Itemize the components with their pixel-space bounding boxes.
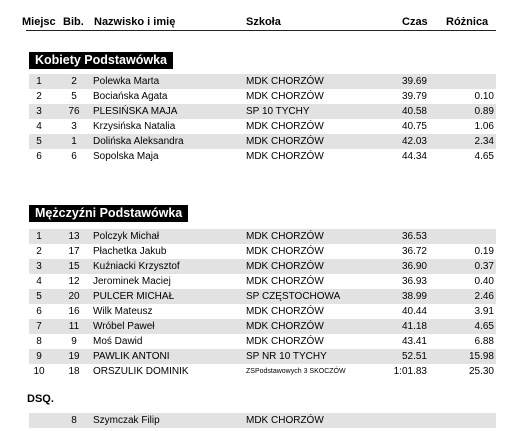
cell-place: 4	[36, 276, 42, 287]
cell-time: 52.51	[401, 351, 427, 362]
cell-school: SP NR 10 TYCHY	[246, 351, 327, 362]
cell-school: MDK CHORZÓW	[246, 261, 324, 272]
cell-bib: 18	[68, 366, 80, 377]
cell-bib: 9	[71, 336, 77, 347]
cell-diff: 4.65	[474, 321, 494, 332]
cell-diff: 25.30	[468, 366, 494, 377]
cell-place: 8	[36, 336, 42, 347]
cell-school: MDK CHORZÓW	[246, 136, 324, 147]
cell-place: 6	[36, 306, 42, 317]
header-bib: Bib.	[63, 16, 84, 28]
cell-time: 42.03	[401, 136, 427, 147]
cell-bib: 13	[68, 231, 80, 242]
table-row	[29, 274, 496, 289]
cell-diff: 0.19	[474, 246, 494, 257]
cell-bib: 20	[68, 291, 80, 302]
table-row	[29, 319, 496, 334]
cell-place: 6	[36, 151, 42, 162]
cell-place: 5	[36, 291, 42, 302]
header-name: Nazwisko i imię	[94, 16, 176, 28]
cell-time: 1:01.83	[393, 366, 427, 377]
cell-name: ORSZULIK DOMINIK	[93, 366, 189, 377]
cell-school: MDK CHORZÓW	[246, 336, 324, 347]
cell-place: 4	[36, 121, 42, 132]
table-row	[29, 334, 496, 349]
cell-name: Kuźniacki Krzysztof	[93, 261, 180, 272]
cell-name: Dolińska Aleksandra	[93, 136, 184, 147]
cell-school: ZSPodstawowych 3 SKOCZÓW	[246, 368, 346, 375]
cell-diff: 0.40	[474, 276, 494, 287]
cell-name: Bociańska Agata	[93, 91, 168, 102]
cell-time: 43.41	[401, 336, 427, 347]
cell-diff: 15.98	[468, 351, 494, 362]
cell-school: SP 10 TYCHY	[246, 106, 310, 117]
table-row	[29, 149, 496, 164]
cell-school: MDK CHORZÓW	[246, 121, 324, 132]
cell-place: 3	[36, 261, 42, 272]
table-row	[29, 89, 496, 104]
cell-name: Polewka Marta	[93, 76, 160, 87]
cell-name: Polczyk Michał	[93, 231, 160, 242]
cell-time: 40.58	[401, 106, 427, 117]
cell-place: 2	[36, 246, 42, 257]
cell-name: Krzysińska Natalia	[93, 121, 176, 132]
table-row	[29, 119, 496, 134]
cell-time: 39.69	[401, 76, 427, 87]
cell-name: Szymczak Filip	[93, 415, 160, 426]
cell-school: MDK CHORZÓW	[246, 415, 324, 426]
cell-school: MDK CHORZÓW	[246, 231, 324, 242]
cell-bib: 8	[71, 415, 77, 426]
cell-name: Moś Dawid	[93, 336, 143, 347]
cell-diff: 1.06	[474, 121, 494, 132]
cell-bib: 6	[71, 151, 77, 162]
cell-name: PAWLIK ANTONI	[93, 351, 170, 362]
cell-time: 40.44	[401, 306, 427, 317]
cell-place: 1	[36, 76, 42, 87]
cell-diff: 3.91	[474, 306, 494, 317]
cell-school: MDK CHORZÓW	[246, 306, 324, 317]
cell-time: 36.72	[401, 246, 427, 257]
cell-bib: 12	[68, 276, 80, 287]
cell-name: Płachetka Jakub	[93, 246, 167, 257]
cell-bib: 1	[71, 136, 77, 147]
cell-diff: 2.46	[474, 291, 494, 302]
cell-bib: 19	[68, 351, 80, 362]
cell-bib: 16	[68, 306, 80, 317]
cell-time: 36.90	[401, 261, 427, 272]
cell-diff: 0.89	[474, 106, 494, 117]
cell-time: 36.53	[401, 231, 427, 242]
cell-place: 1	[36, 231, 42, 242]
cell-bib: 17	[68, 246, 80, 257]
header-time: Czas	[402, 16, 428, 28]
cell-time: 40.75	[401, 121, 427, 132]
cell-school: MDK CHORZÓW	[246, 76, 324, 87]
table-row	[29, 134, 496, 149]
cell-place: 2	[36, 91, 42, 102]
cell-school: MDK CHORZÓW	[246, 276, 324, 287]
cell-school: MDK CHORZÓW	[246, 151, 324, 162]
cell-bib: 5	[71, 91, 77, 102]
cell-place: 3	[36, 106, 42, 117]
table-row	[29, 304, 496, 319]
cell-bib: 15	[68, 261, 80, 272]
results-table-women	[29, 74, 496, 164]
cell-place: 10	[33, 366, 45, 377]
cell-name: Jerominek Maciej	[93, 276, 171, 287]
header-diff: Różnica	[446, 16, 489, 28]
table-row	[29, 413, 496, 428]
cell-bib: 76	[68, 106, 80, 117]
cell-school: MDK CHORZÓW	[246, 91, 324, 102]
results-table-men	[29, 229, 496, 379]
cell-name: PULCER MICHAŁ	[93, 291, 175, 302]
cell-name: Sopolska Maja	[93, 151, 159, 162]
cell-name: Wilk Mateusz	[93, 306, 153, 317]
cell-bib: 2	[71, 76, 77, 87]
table-row	[29, 244, 496, 259]
cell-name: Wróbel Paweł	[93, 321, 155, 332]
table-row	[29, 289, 496, 304]
header-school: Szkoła	[246, 16, 281, 28]
cell-school: MDK CHORZÓW	[246, 246, 324, 257]
header-place: Miejsc	[22, 16, 56, 28]
cell-time: 41.18	[401, 321, 427, 332]
table-row	[29, 104, 496, 119]
cell-school: SP CZĘSTOCHOWA	[246, 291, 341, 302]
cell-time: 44.34	[401, 151, 427, 162]
table-row	[29, 364, 496, 379]
section-title-women: Kobiety Podstawówka	[29, 52, 173, 69]
cell-time: 38.99	[401, 291, 427, 302]
cell-time: 36.93	[401, 276, 427, 287]
dsq-label: DSQ.	[27, 393, 54, 405]
cell-diff: 0.37	[474, 261, 494, 272]
table-row	[29, 259, 496, 274]
cell-bib: 11	[68, 321, 80, 332]
table-row	[29, 349, 496, 364]
table-row	[29, 74, 496, 89]
cell-school: MDK CHORZÓW	[246, 321, 324, 332]
cell-time: 39.79	[401, 91, 427, 102]
cell-place: 5	[36, 136, 42, 147]
cell-diff: 4.65	[474, 151, 494, 162]
cell-bib: 3	[71, 121, 77, 132]
cell-diff: 0.10	[474, 91, 494, 102]
cell-place: 9	[36, 351, 42, 362]
cell-name: PLESIŃSKA MAJA	[93, 106, 178, 117]
section-title-men: Mężczyźni Podstawówka	[29, 205, 188, 222]
table-row	[29, 229, 496, 244]
header-divider	[26, 30, 496, 31]
cell-place: 7	[36, 321, 42, 332]
results-table-dsq	[29, 413, 496, 428]
cell-diff: 2.34	[474, 136, 494, 147]
cell-diff: 6.88	[474, 336, 494, 347]
